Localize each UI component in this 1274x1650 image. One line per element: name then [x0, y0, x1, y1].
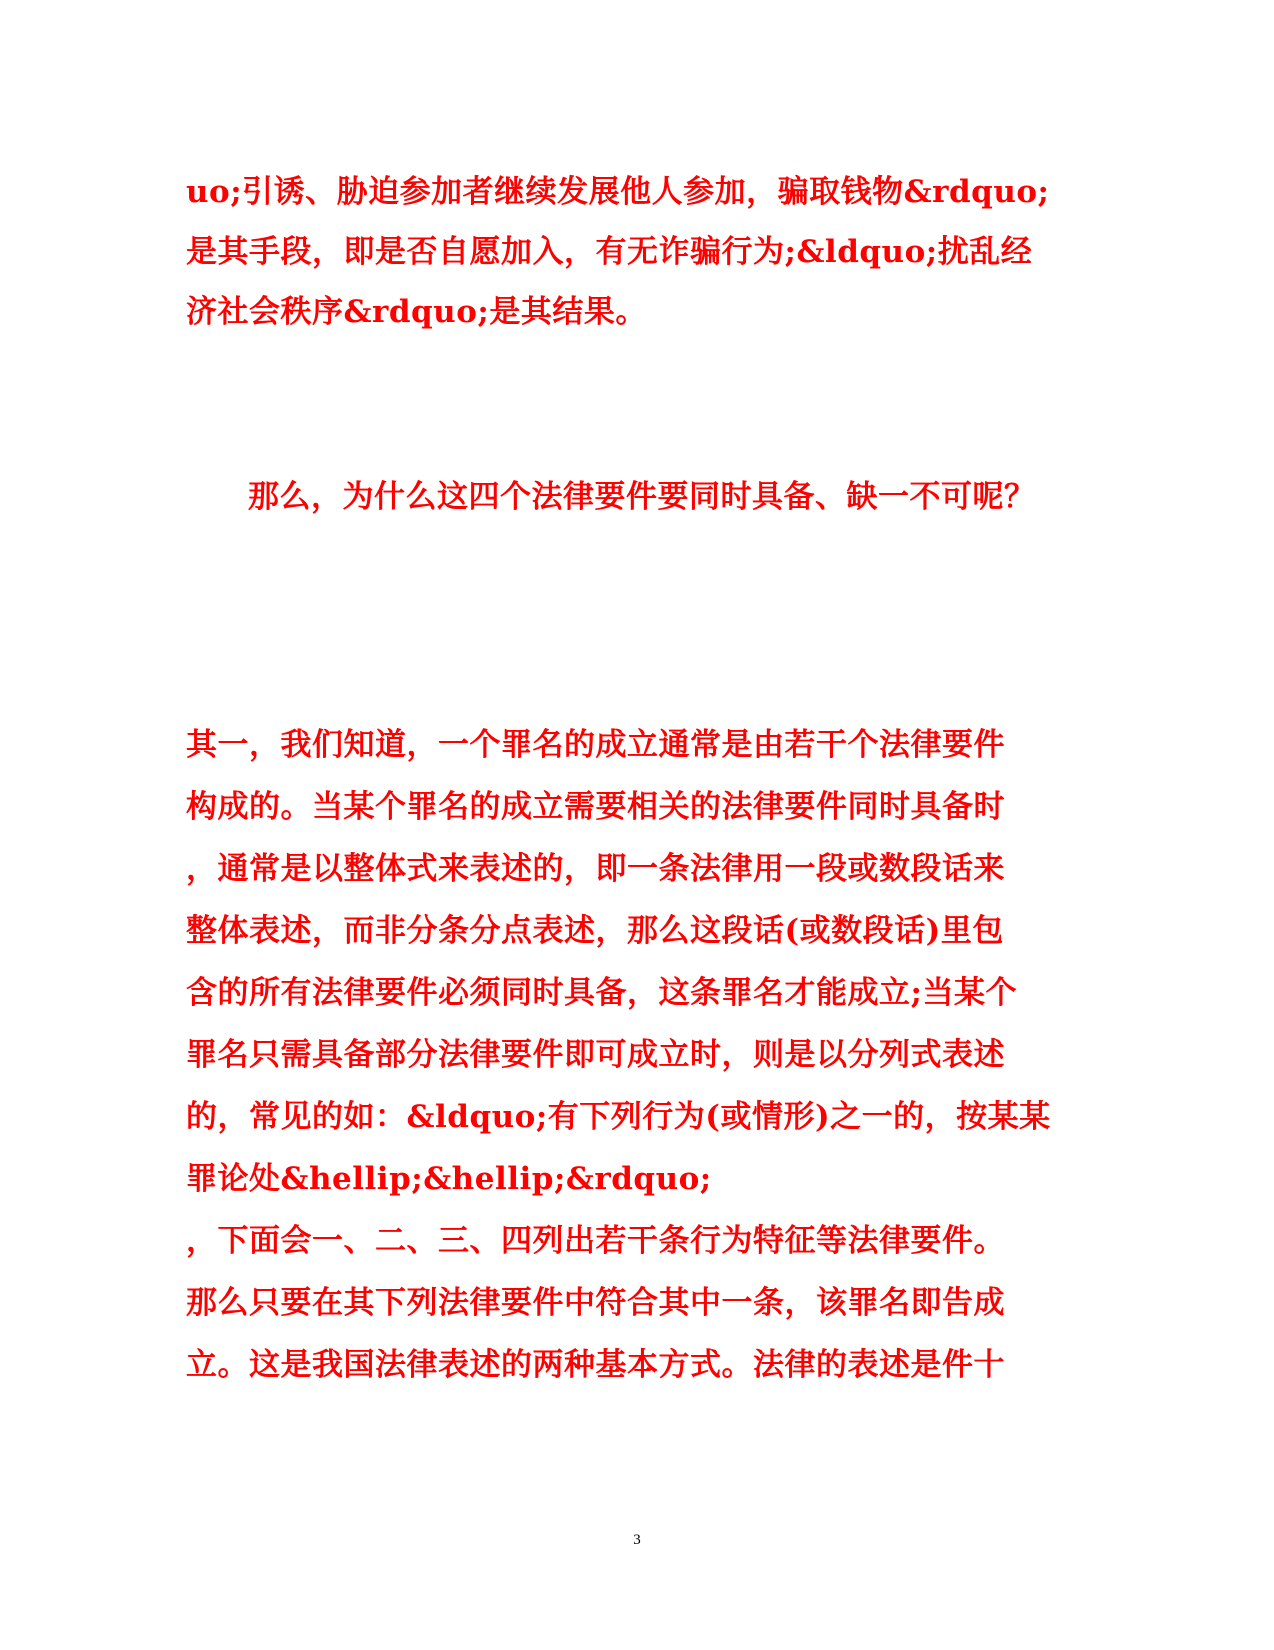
paragraph-2-line-1: 那么，为什么这四个法律要件要同时具备、缺一不可呢？ [248, 479, 1036, 515]
paragraph-3-line-5: 含的所有法律要件必须同时具备，这条罪名才能成立;当某个 [186, 975, 1017, 1011]
paragraph-3-line-3: ，通常是以整体式来表述的，即一条法律用一段或数段话来 [186, 851, 1005, 887]
paragraph-3-line-7: 的，常见的如：&ldquo;有下列行为(或情形)之一的，按某某 [186, 1099, 1051, 1135]
paragraph-3-line-11: 立。这是我国法律表述的两种基本方式。法律的表述是件十 [186, 1347, 1005, 1383]
paragraph-3-line-10: 那么只要在其下列法律要件中符合其中一条，该罪名即告成 [186, 1285, 1005, 1321]
paragraph-1-line-2: 是其手段，即是否自愿加入，有无诈骗行为;&ldquo;扰乱经 [186, 234, 1033, 270]
paragraph-3-line-1: 其一，我们知道，一个罪名的成立通常是由若干个法律要件 [186, 727, 1005, 763]
paragraph-3-line-9: ，下面会一、二、三、四列出若干条行为特征等法律要件。 [186, 1223, 1005, 1259]
paragraph-3-line-8: 罪论处&hellip;&hellip;&rdquo; [186, 1161, 712, 1197]
paragraph-3-line-6: 罪名只需具备部分法律要件即可成立时，则是以分列式表述 [186, 1037, 1005, 1073]
paragraph-1-line-1: uo;引诱、胁迫参加者继续发展他人参加，骗取钱物&rdquo; [186, 174, 1050, 210]
page-number: 3 [633, 1532, 641, 1548]
paragraph-3-line-4: 整体表述，而非分条分点表述，那么这段话(或数段话)里包 [186, 913, 1004, 949]
paragraph-1-line-3: 济社会秩序&rdquo;是其结果。 [186, 294, 647, 330]
paragraph-3-line-2: 构成的。当某个罪名的成立需要相关的法律要件同时具备时 [186, 789, 1005, 825]
